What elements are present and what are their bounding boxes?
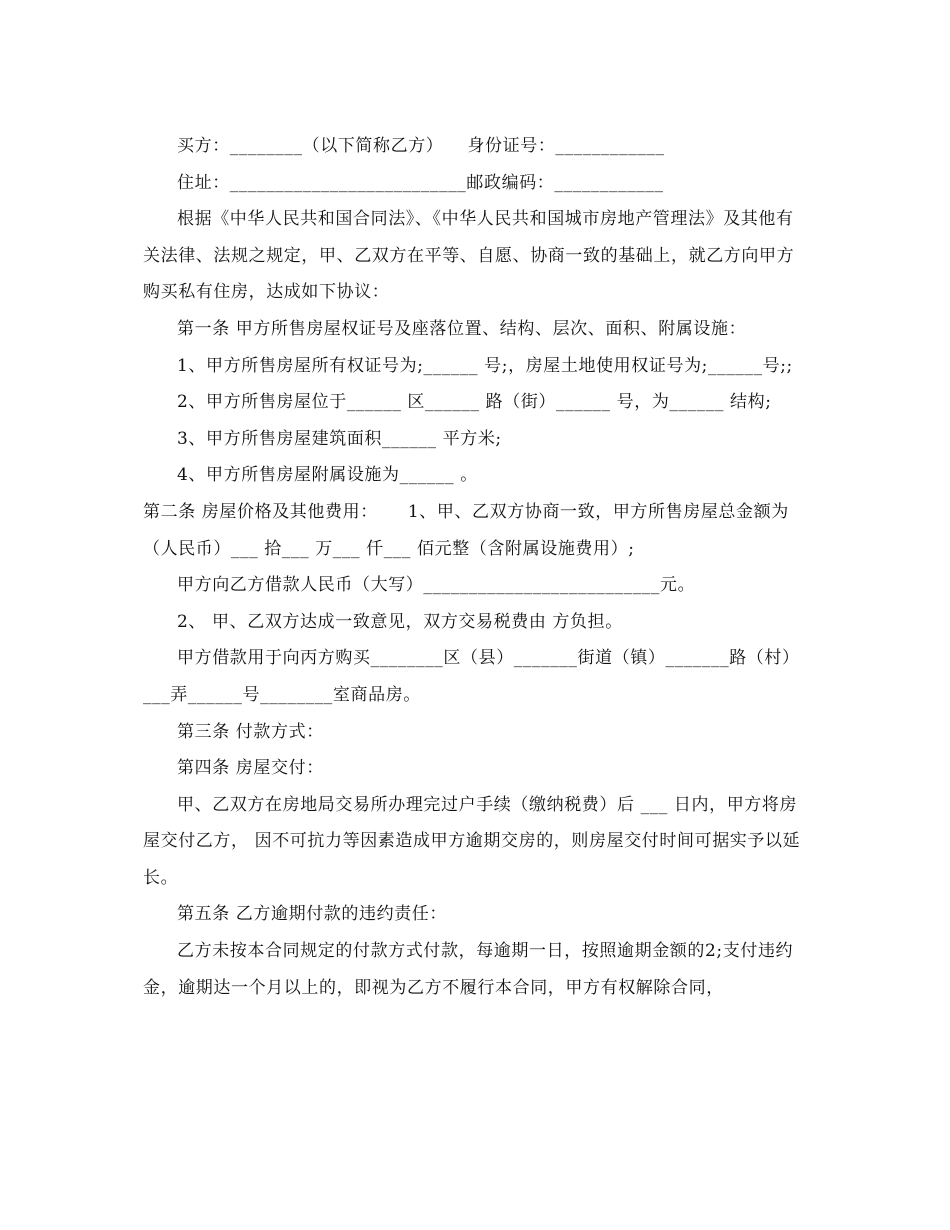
tax-burden-line: 2、 甲、乙双方达成一致意见，双方交易税费由 方负担。 xyxy=(177,611,623,632)
article-1-item-4: 4、甲方所售房屋附属设施为______ 。 xyxy=(177,465,478,486)
loan-purpose-paragraph: 甲方借款用于向丙方购买________区（县）_______街道（镇）_______路（村）___弄______号________室商品房。 xyxy=(143,648,800,705)
delivery-paragraph: 甲、乙双方在房地局交易所办理完过户手续（缴纳税费）后 ___ 日内，甲方将房屋交付乙方， 因不可抗力等因素造成甲方逾期交房的，则房屋交付时间可据实予以延长。 xyxy=(143,794,801,888)
article-2-paragraph: 第二条 房屋价格及其他费用： 1、甲、乙双方协商一致，甲方所售房屋总金额为（人民币）___ 拾___ 万___ 仟___ 佰元整（含附属设施费用）; xyxy=(143,501,789,559)
address-line: 住址：__________________________邮政编码：____________ xyxy=(177,172,664,193)
article-5-heading: 第五条 乙方逾期付款的违约责任： xyxy=(177,904,448,925)
article-1-item-1: 1、甲方所售房屋所有权证号为;______ 号;，房屋土地使用权证号为;______号;; xyxy=(177,355,793,376)
loan-amount-line: 甲方向乙方借款人民币（大写）__________________________元。 xyxy=(177,575,696,596)
article-1-heading: 第一条 甲方所售房屋权证号及座落位置、结构、层次、面积、附属设施： xyxy=(177,318,747,339)
article-3-heading: 第三条 付款方式： xyxy=(177,721,324,742)
article-1-item-2: 2、甲方所售房屋位于______ 区______ 路（街）______ 号，为______ 结构; xyxy=(177,392,772,413)
article-1-item-3: 3、甲方所售房屋建筑面积______ 平方米; xyxy=(177,428,502,449)
contract-body xyxy=(143,128,808,1006)
legal-basis-paragraph: 根据《中华人民共和国合同法》、《中华人民共和国城市房地产管理法》及其他有关法律、法规之规定，甲、乙双方在平等、自愿、协商一致的基础上，就乙方向甲方购买私有住房，达成如下协议： xyxy=(143,209,795,303)
late-payment-paragraph: 乙方未按本合同规定的付款方式付款，每逾期一日，按照逾期金额的2;支付违约金，逾期达一个月以上的，即视为乙方不履行本合同，甲方有权解除合同， xyxy=(143,941,794,998)
article-4-heading: 第四条 房屋交付： xyxy=(177,758,324,779)
buyer-line: 买方：________（以下简称乙方） 身份证号：____________ xyxy=(177,136,665,156)
